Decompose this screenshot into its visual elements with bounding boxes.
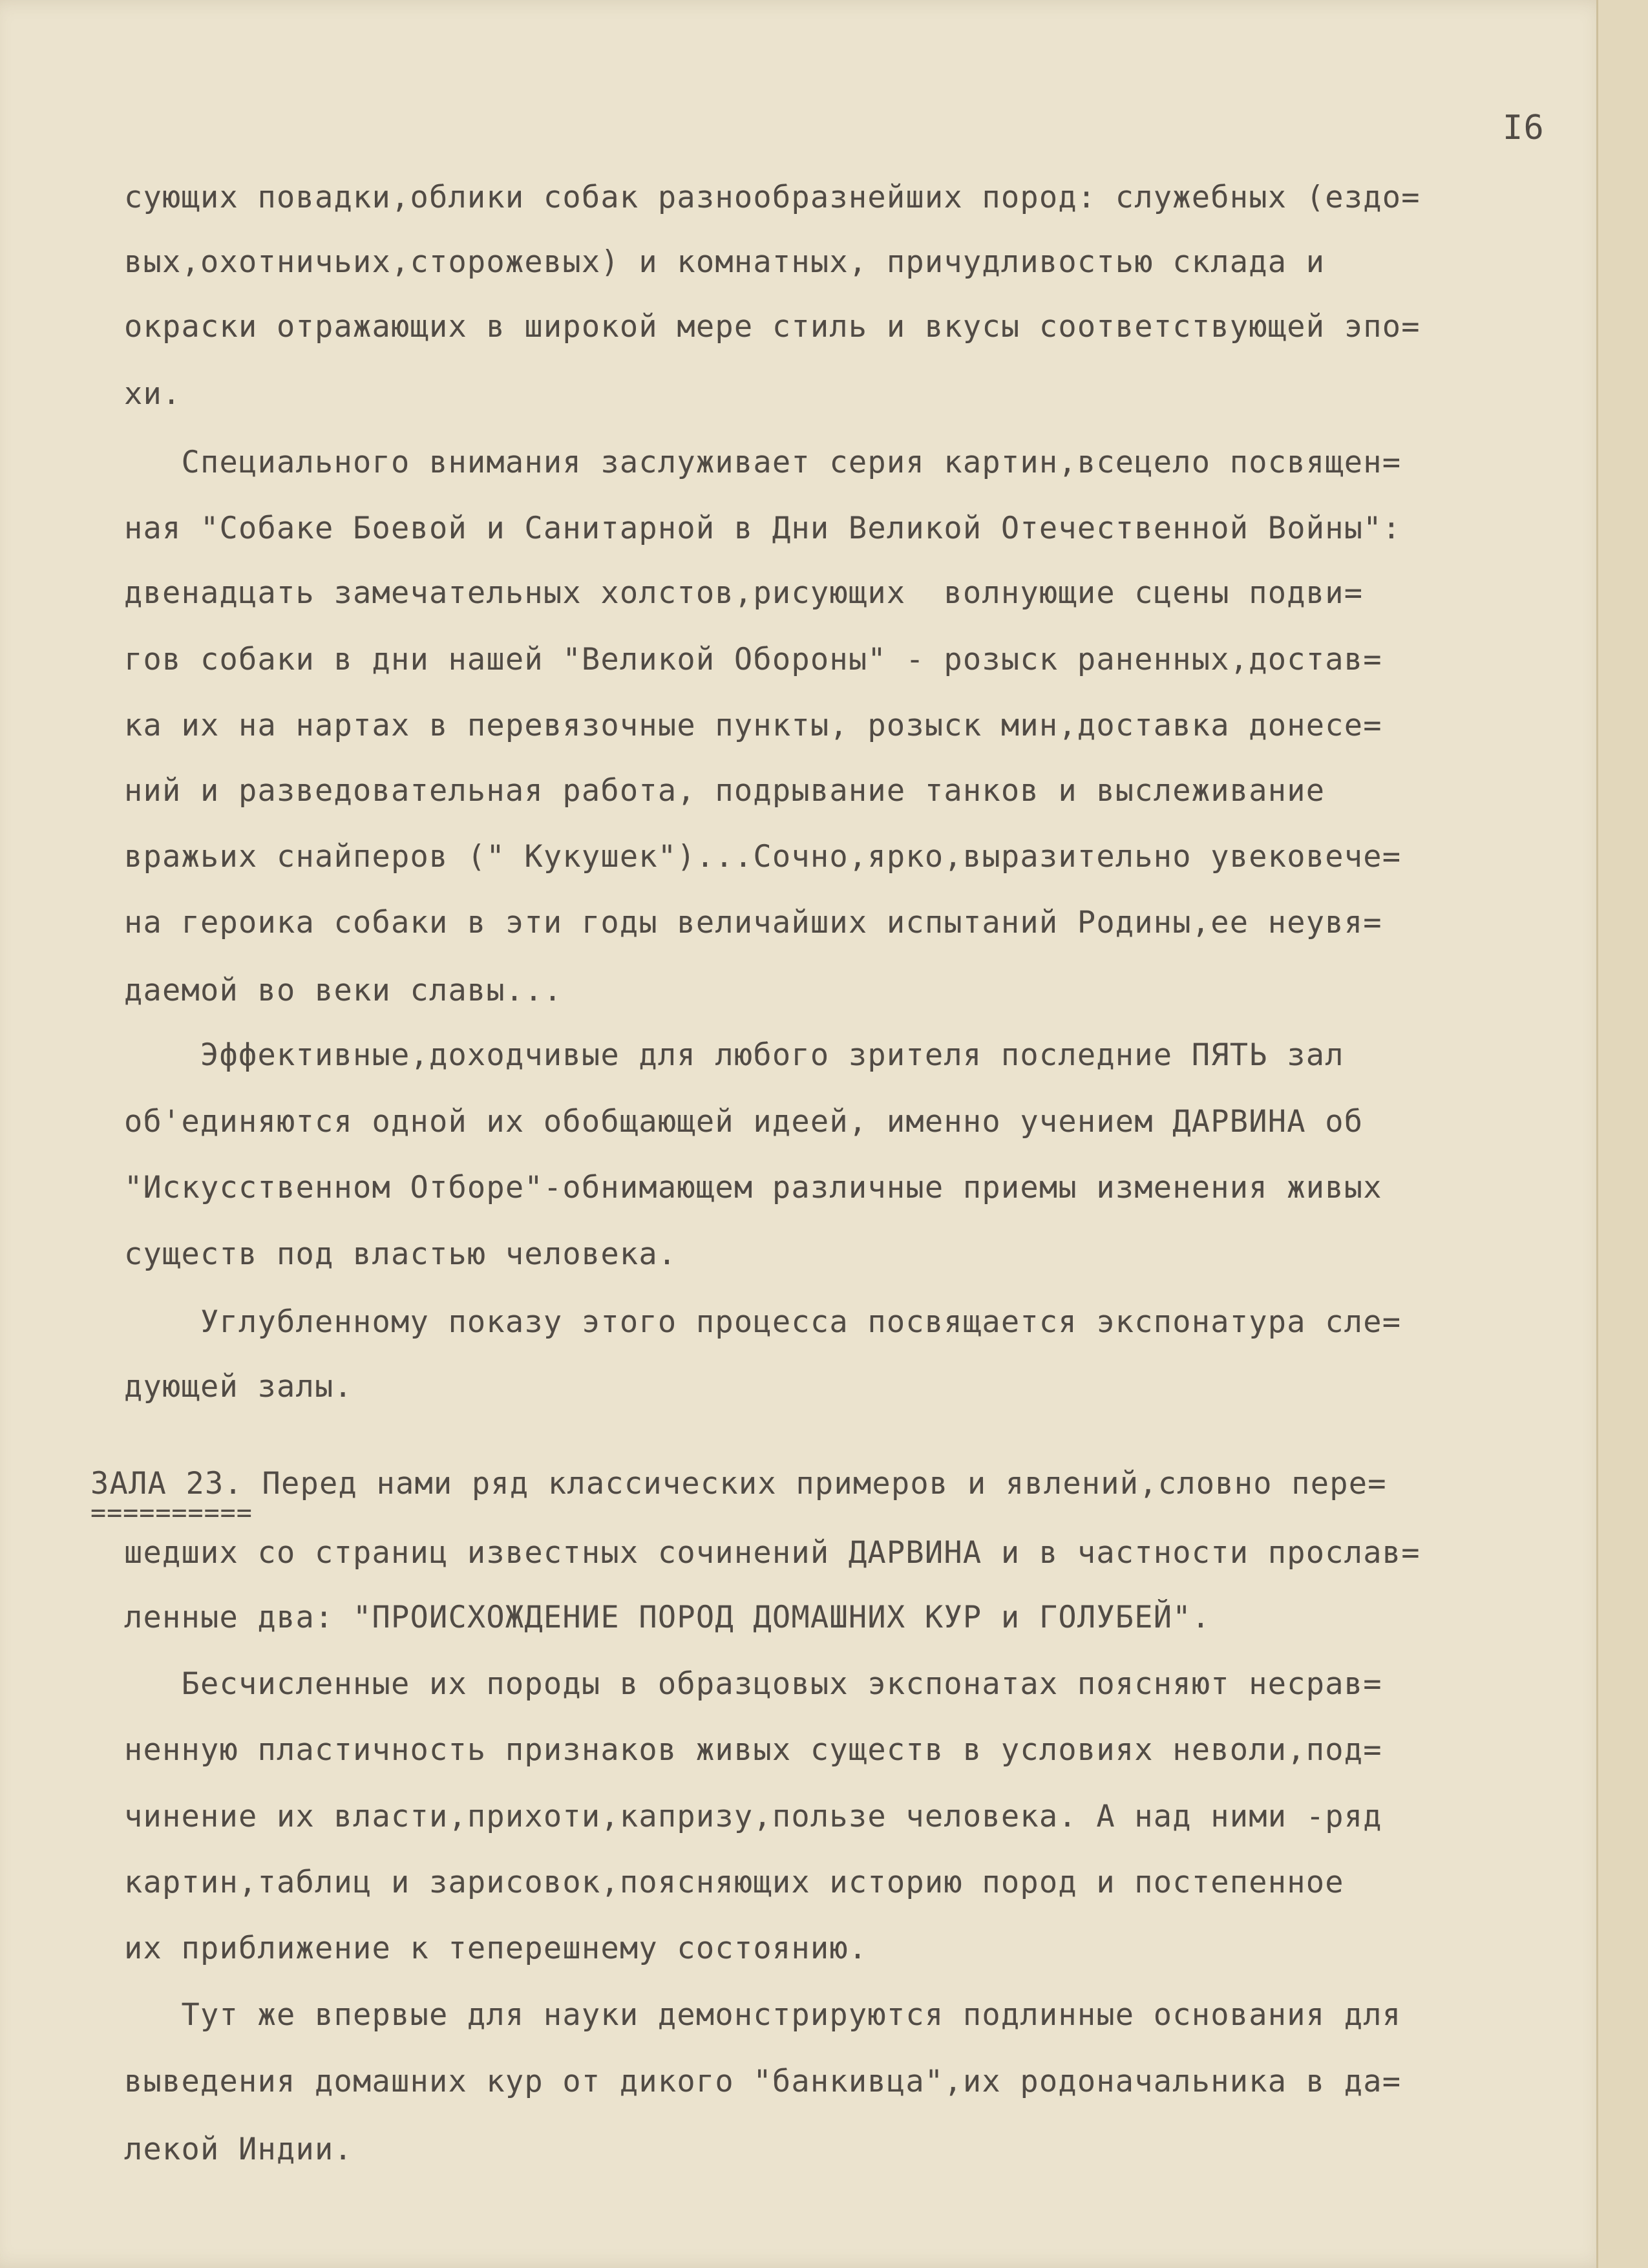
page-number: I6 bbox=[1503, 109, 1545, 147]
text-line: Специального внимания заслуживает серия картин,всецело посвящен= bbox=[124, 445, 1402, 480]
paper-edge bbox=[1596, 0, 1648, 2268]
heading-underline: ========== bbox=[90, 1498, 253, 1528]
text-line: вых,охотничьих,сторожевых) и комнатных, причудливостью склада и bbox=[124, 244, 1326, 280]
text-line: чинение их власти,прихоти,капризу,пользе человека. А над ними -ряд bbox=[124, 1799, 1382, 1834]
text-line: Бесчисленные их породы в образцовых экспонатах поясняют несрав= bbox=[124, 1666, 1382, 1702]
text-line: даемой во веки славы... bbox=[124, 973, 563, 1008]
text-line: на героика собаки в эти годы величайших испытаний Родины,ее неувя= bbox=[124, 905, 1382, 940]
text-line: об'единяются одной их обобщающей идеей, именно учением ДАРВИНА об bbox=[124, 1104, 1364, 1139]
text-line: Углубленному показу этого процесса посвящается экспонатура сле= bbox=[124, 1304, 1402, 1340]
text-line: гов собаки в дни нашей "Великой Обороны" - розыск раненных,достав= bbox=[124, 642, 1382, 677]
hall-heading-line: ЗАЛА 23. Перед нами ряд классических примеров и явлений,словно пере= bbox=[90, 1466, 1387, 1501]
text-line: Эффективные,доходчивые для любого зрителя последние ПЯТЬ зал bbox=[124, 1037, 1344, 1073]
text-line: Тут же впервые для науки демонстрируются подлинные основания для bbox=[124, 1997, 1402, 2033]
text-line: существ под властью человека. bbox=[124, 1236, 677, 1272]
text-line: картин,таблиц и зарисовок,поясняющих историю пород и постепенное bbox=[124, 1865, 1344, 1900]
text-line: двенадцать замечательных холстов,рисующих волнующие сцены подви= bbox=[124, 575, 1364, 611]
text-line: ленные два: "ПРОИСХОЖДЕНИЕ ПОРОД ДОМАШНИХ КУР и ГОЛУБЕЙ". bbox=[124, 1600, 1211, 1635]
text-line: ка их на нартах в перевязочные пункты, розыск мин,доставка донесе= bbox=[124, 708, 1382, 743]
text-line: шедших со страниц известных сочинений ДАРВИНА и в частности прослав= bbox=[124, 1535, 1421, 1571]
text-line: ний и разведовательная работа, подрывание танков и выслеживание bbox=[124, 773, 1326, 809]
text-line: их приближение к теперешнему состоянию. bbox=[124, 1931, 868, 1966]
text-line: дующей залы. bbox=[124, 1369, 353, 1404]
text-line: сующих повадки,облики собак разнообразнейших пород: служебных (ездо= bbox=[124, 180, 1421, 215]
text-line: хи. bbox=[124, 376, 182, 412]
text-line: окраски отражающих в широкой мере стиль и вкусы соответствующей эпо= bbox=[124, 309, 1421, 344]
text-line: выведения домашних кур от дикого "банкивца",их родоначальника в да= bbox=[124, 2064, 1402, 2099]
text-line: "Искусственном Отборе"-обнимающем различные приемы изменения живых bbox=[124, 1170, 1382, 1205]
text-line: ненную пластичность признаков живых существ в условиях неволи,под= bbox=[124, 1732, 1382, 1768]
text-line: вражьих снайперов (" Кукушек")...Сочно,ярко,выразительно увековече= bbox=[124, 839, 1402, 874]
text-line: ная "Собаке Боевой и Санитарной в Дни Великой Отечественной Войны": bbox=[124, 511, 1402, 546]
text-line: лекой Индии. bbox=[124, 2132, 353, 2167]
